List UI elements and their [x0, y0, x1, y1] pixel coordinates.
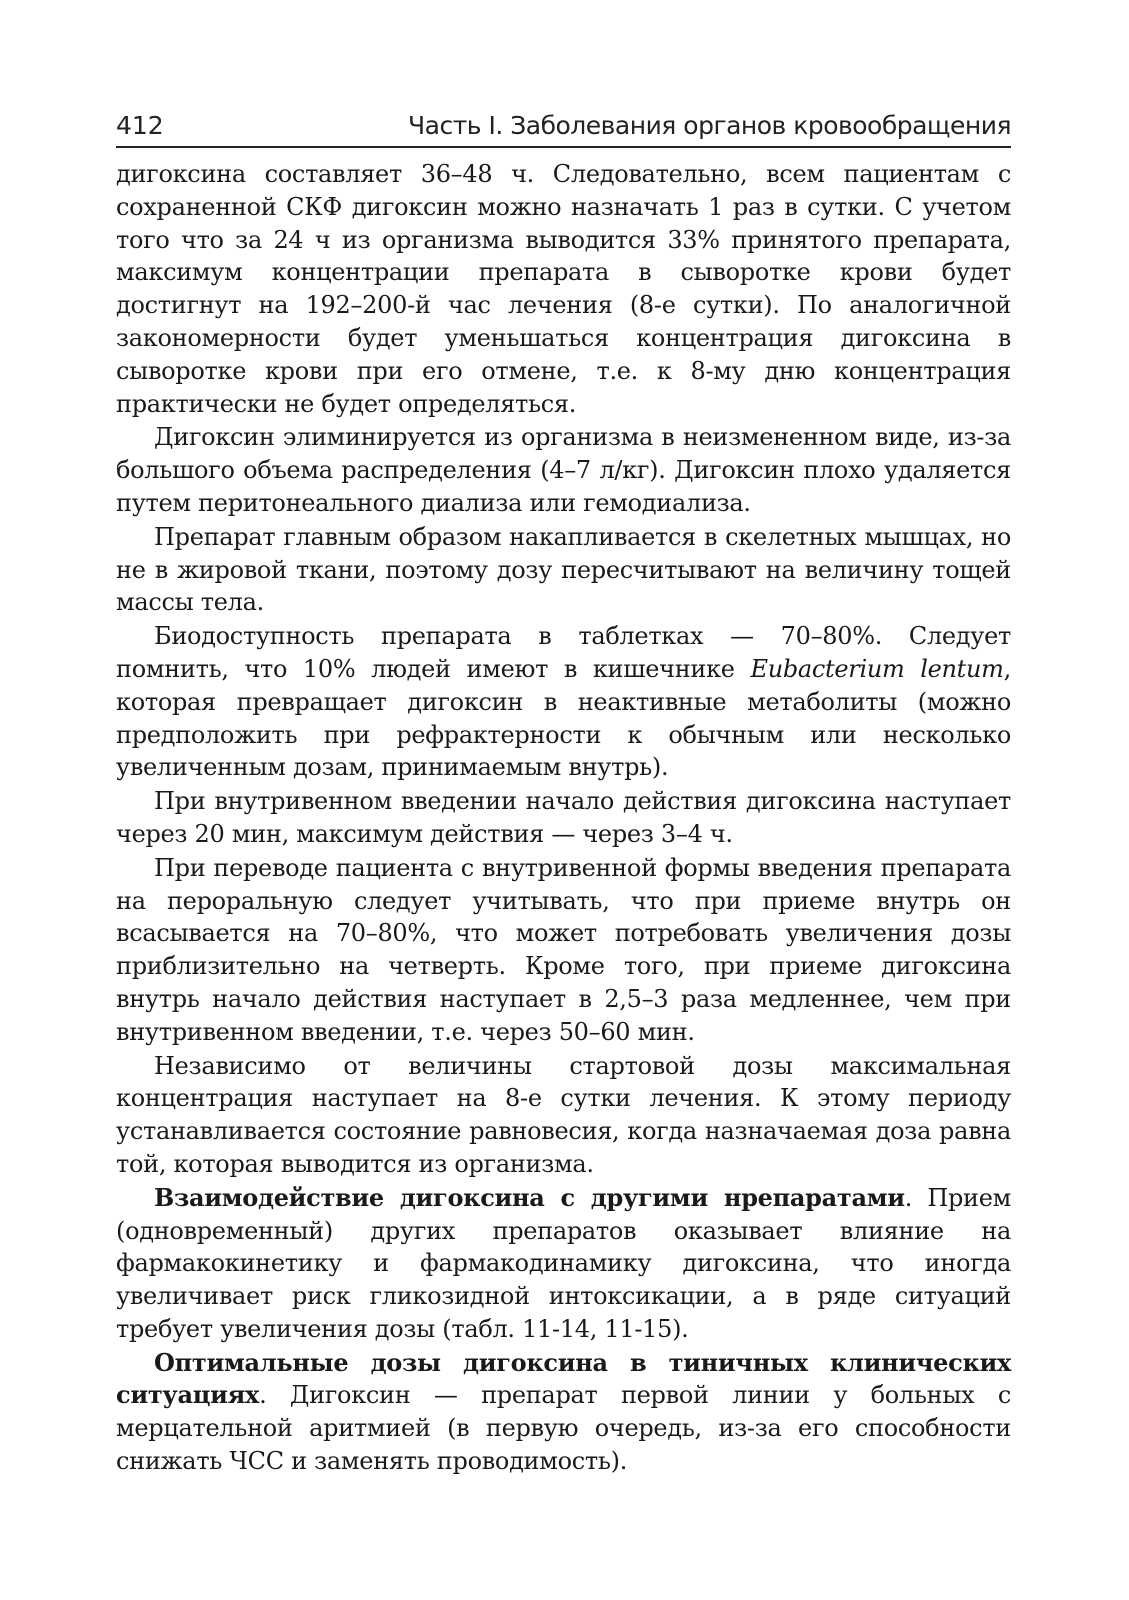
paragraph-6: При переводе пациента с внутривенной формы введения препарата на пероральную следует учитывать, что при приеме внутрь он всасывается на 70–80%, что может потребовать увеличения дозы приблизительно на четверть. Кроме того, при приеме дигоксина внутрь начало действия наступает в 2,5–3 раза медленнее, чем при внутривенном введении, т.е. через 50–60 мин. [116, 853, 1011, 1046]
running-title: Часть I. Заболевания органов кровообращения [408, 111, 1011, 140]
paragraph-4: Биодоступность препарата в таблетках — 70–80%. Следует помнить, что 10% людей имеют в кишечнике Eubacterium lentum, которая превращает дигоксин в неактивные метаболиты (можно предположить при рефрактерности к обычным или несколько увеличенным дозам, принимаемым внутрь). [116, 622, 1011, 782]
section-heading-doses: Оптимальные дозы дигоксина в тиничных клинических ситуациях [116, 1347, 1011, 1410]
page-number: 412 [116, 111, 164, 140]
paragraph-7: Независимо от величины стартовой дозы максимальная концентрация наступает на 8-е сутки лечения. К этому периоду устанавливается состояние равновесия, когда назначаемая доза равна той, которая выводится из организма. [116, 1051, 1011, 1178]
paragraph-5: При внутривенном введении начало действия дигоксина наступает через 20 мин, максимум действия — через 3–4 ч. [116, 787, 1011, 848]
section-heading-interactions: Взаимодействие дигоксина с другими нрепаратами [154, 1182, 905, 1212]
paragraph-2: Дигоксин элиминируется из организма в неизмененном виде, из-за большого объема распределения (4–7 л/кг). Дигоксин плохо удаляется путем перитонеального диализа или гемодиализа. [116, 423, 1011, 517]
paragraph-1: дигоксина составляет 36–48 ч. Следовательно, всем пациентам с сохраненной СКФ дигоксин можно назначать 1 раз в сутки. С учетом того что за 24 ч из организма выводится 33% принятого препарата, максимум концентрации препарата в сыворотке крови будет достигнут на 192–200-й час лечения (8-е сутки). По аналогичной закономерности будет уменьшаться концентрация дигоксина в сыворотке крови при его отмене, т.е. к 8-му дню концентрация практически не будет определяться. [116, 160, 1011, 418]
paragraph-3: Препарат главным образом накапливается в скелетных мышцах, но не в жировой ткани, поэтому дозу пересчитывают на величину тощей массы тела. [116, 522, 1011, 617]
species-name: Eubacterium lentum [750, 654, 1004, 683]
running-header [116, 104, 1011, 148]
paragraph-9: Оптимальные дозы дигоксина в тиничных клинических ситуациях. Дигоксин — препарат первой линии у больных с мерцательной аритмией (в первую очередь, из-за его способности снижать ЧСС и заменять проводимость). [116, 1347, 1011, 1476]
paragraph-8: Взаимодействие дигоксина с другими нрепаратами. Прием (одновременный) других препаратов оказывает влияние на фармакокинетику и фармакодинамику дигоксина, что иногда увеличивает риск гликозидной интоксикации, а в ряде ситуаций требует увеличения дозы (табл. 11-14, 11-15). [116, 1182, 1011, 1343]
body-text [116, 158, 1011, 1478]
